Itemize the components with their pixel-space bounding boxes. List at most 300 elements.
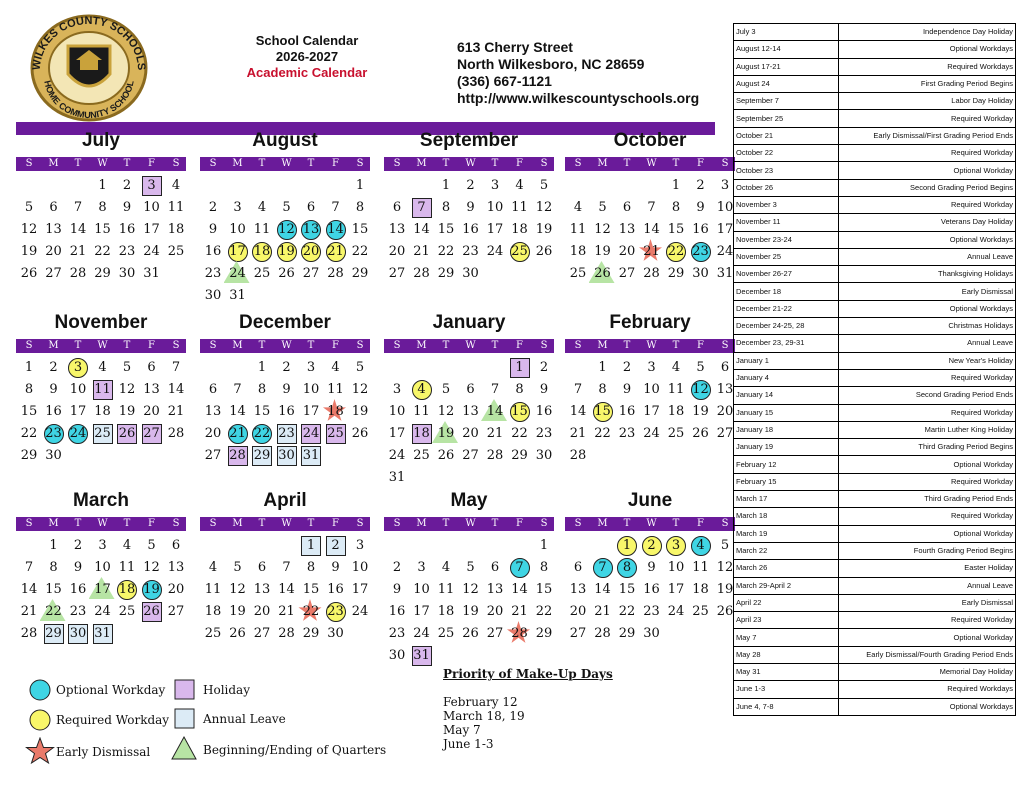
day-cell: 23 — [43, 424, 65, 444]
phone-number: (336) 667-1121 — [457, 73, 552, 89]
day-cell: 19 — [229, 604, 246, 619]
event-date: December 24-25, 28 — [734, 318, 839, 335]
day-cell: 25 — [667, 426, 685, 441]
day-cell: 30 — [643, 626, 660, 641]
address-line-2: North Wilkesboro, NC 28659 — [457, 56, 645, 72]
day-cell: 14 — [484, 402, 506, 422]
event-row — [734, 24, 1016, 41]
day-cell: 2 — [208, 200, 218, 215]
event-date: November 26-27 — [734, 266, 839, 283]
makeup-day: March 18, 19 — [443, 709, 525, 723]
event-date: June 4, 7-8 — [734, 698, 839, 715]
website-link[interactable]: http://www.wilkescountyschools.org — [457, 90, 700, 106]
weekday-letter: W — [281, 518, 292, 529]
day-cell: 12 — [276, 220, 298, 240]
day-cell: 28 — [643, 266, 660, 281]
day-cell: 2 — [539, 360, 549, 375]
day-cell: 18 — [667, 404, 685, 419]
day-cell: 4 — [515, 178, 524, 193]
day-cell: 26 — [592, 264, 614, 284]
day-cell: 3 — [67, 358, 89, 378]
day-cell: 29 — [351, 266, 369, 281]
day-cell: 22 — [43, 602, 65, 622]
event-name: Required Workday — [839, 369, 1016, 386]
day-cell: 16 — [278, 404, 295, 419]
day-cell: 16 — [618, 404, 636, 419]
day-cell: 10 — [69, 382, 87, 397]
event-name: Optional Workday — [839, 162, 1016, 179]
day-cell: 17 — [302, 404, 320, 419]
day-cell: 3 — [720, 178, 730, 193]
weekday-letter: S — [356, 340, 364, 351]
weekday-letter: M — [48, 340, 59, 351]
day-cell: 3 — [647, 360, 656, 375]
day-cell: 19 — [716, 582, 734, 597]
day-cell: 26 — [141, 602, 163, 622]
day-cell: 6 — [573, 560, 583, 575]
day-cell: 9 — [122, 200, 132, 215]
event-row — [734, 58, 1016, 75]
event-name: Easter Holiday — [839, 560, 1016, 577]
day-cell: 8 — [306, 560, 316, 575]
event-row — [734, 127, 1016, 144]
day-cell: 25 — [92, 424, 114, 444]
day-cell: 21 — [486, 426, 504, 441]
day-cell: 8 — [441, 200, 451, 215]
day-cell: 17 — [716, 222, 734, 237]
day-cell: 7 — [24, 560, 34, 575]
day-cell: 15 — [20, 404, 38, 419]
day-cell: 17 — [69, 404, 87, 419]
weekday-letter: T — [623, 518, 631, 529]
event-name: Required Workdays — [839, 681, 1016, 698]
day-cell: 14 — [325, 220, 347, 240]
day-cell: 3 — [392, 382, 402, 397]
day-cell: 20 — [569, 604, 587, 619]
weekday-letter: S — [172, 340, 180, 351]
day-cell: 19 — [118, 404, 136, 419]
day-cell: 23 — [276, 424, 298, 444]
day-cell: 6 — [392, 200, 402, 215]
event-name: New Year's Holiday — [839, 352, 1016, 369]
day-cell: 4 — [122, 538, 132, 553]
weekday-letter: M — [597, 340, 608, 351]
day-cell: 5 — [24, 200, 34, 215]
event-name: Required Workday — [839, 473, 1016, 490]
weekday-header — [565, 157, 735, 171]
month-name: September — [419, 130, 519, 151]
event-row — [734, 612, 1016, 629]
day-cell: 26 — [462, 626, 479, 641]
day-cell: 6 — [49, 200, 58, 215]
weekday-letter: T — [123, 340, 131, 351]
weekday-letter: S — [25, 340, 33, 351]
event-row — [734, 110, 1016, 127]
event-row — [734, 594, 1016, 611]
weekday-letter: S — [393, 340, 401, 351]
event-name: Optional Workdays — [839, 41, 1016, 58]
event-date: March 26 — [734, 560, 839, 577]
event-date: October 26 — [734, 179, 839, 196]
svg-text:WILKES COUNTY SCHOOLS: WILKES COUNTY SCHOOLS — [30, 14, 148, 71]
day-cell: 4 — [257, 200, 267, 215]
day-cell: 18 — [692, 582, 709, 597]
day-cell: 9 — [282, 382, 291, 397]
day-cell: 10 — [486, 200, 504, 215]
day-cell: 4 — [441, 560, 451, 575]
event-date: January 15 — [734, 404, 839, 421]
event-row — [734, 698, 1016, 715]
weekday-letter: T — [258, 158, 266, 169]
event-row — [734, 456, 1016, 473]
day-cell: 25 — [167, 244, 185, 259]
day-cell: 14 — [167, 382, 185, 397]
day-cell: 28 — [509, 624, 531, 644]
event-name: Required Workday — [839, 612, 1016, 629]
weekday-letter: F — [697, 340, 704, 351]
event-row — [734, 387, 1016, 404]
day-cell: 5 — [441, 382, 451, 397]
event-name: Optional Workdays — [839, 698, 1016, 715]
weekday-letter: M — [48, 518, 59, 529]
day-cell: 29 — [511, 448, 528, 463]
weekday-letter: T — [672, 158, 680, 169]
day-cell: 19 — [435, 424, 457, 444]
day-cell: 23 — [69, 604, 87, 619]
day-cell: 30 — [276, 446, 298, 466]
month-name: April — [263, 490, 307, 511]
day-cell: 4 — [573, 200, 583, 215]
event-row — [734, 439, 1016, 456]
day-cell: 23 — [204, 266, 222, 281]
day-cell: 11 — [92, 380, 114, 400]
weekday-letter: F — [516, 518, 523, 529]
day-cell: 4 — [671, 360, 681, 375]
day-cell: 7 — [592, 558, 614, 578]
day-cell: 6 — [208, 382, 218, 397]
day-cell: 7 — [331, 200, 340, 215]
day-cell: 1 — [616, 536, 638, 556]
day-cell: 24 — [300, 424, 322, 444]
day-cell: 22 — [251, 424, 273, 444]
day-cell: 4 — [98, 360, 107, 375]
weekday-letter: F — [332, 340, 339, 351]
day-cell: 12 — [690, 380, 712, 400]
event-date: March 29-April 2 — [734, 577, 839, 594]
legend-early: Early Dismissal — [56, 745, 151, 759]
day-cell: 15 — [437, 222, 455, 237]
month-name: June — [627, 490, 673, 511]
day-cell: 7 — [490, 382, 500, 397]
day-cell: 23 — [618, 426, 636, 441]
day-cell: 20 — [716, 404, 734, 419]
event-name: Labor Day Holiday — [839, 93, 1016, 110]
day-cell: 25 — [437, 626, 455, 641]
event-date: October 23 — [734, 162, 839, 179]
legend-required: Required Workday — [56, 713, 170, 727]
event-date: January 19 — [734, 439, 839, 456]
day-cell: 30 — [67, 624, 89, 644]
early-dismissal-star-icon — [25, 737, 55, 765]
day-cell: 13 — [253, 582, 271, 597]
makeup-title: Priority of Make-Up Days — [443, 667, 613, 681]
day-cell: 2 — [122, 178, 132, 193]
event-row — [734, 231, 1016, 248]
weekday-letter: F — [697, 158, 704, 169]
day-cell: 6 — [257, 560, 267, 575]
day-cell: 25 — [509, 242, 531, 262]
event-date: March 18 — [734, 508, 839, 525]
event-name: Required Workday — [839, 404, 1016, 421]
day-cell: 26 — [20, 266, 38, 281]
day-cell: 2 — [622, 360, 632, 375]
day-cell: 10 — [716, 200, 734, 215]
month-name: October — [613, 130, 687, 151]
day-cell: 23 — [462, 244, 479, 259]
day-cell: 19 — [20, 244, 38, 259]
event-date: April 22 — [734, 594, 839, 611]
weekday-letter: S — [540, 518, 548, 529]
day-cell: 2 — [466, 178, 475, 193]
event-name: Required Workday — [839, 508, 1016, 525]
day-cell: 27 — [141, 424, 163, 444]
event-name: Required Workday — [839, 145, 1016, 162]
event-row — [734, 421, 1016, 438]
day-cell: 14 — [229, 404, 246, 419]
day-cell: 3 — [355, 538, 365, 553]
day-cell: 11 — [167, 200, 185, 215]
day-cell: 29 — [667, 266, 685, 281]
weekday-letter: W — [646, 518, 657, 529]
day-cell: 17 — [413, 604, 430, 619]
day-cell: 10 — [643, 382, 660, 397]
day-cell: 17 — [227, 242, 249, 262]
day-cell: 9 — [696, 200, 705, 215]
weekday-letter: S — [393, 518, 401, 529]
day-cell: 5 — [539, 178, 549, 193]
day-cell: 29 — [437, 266, 455, 281]
day-cell: 20 — [462, 426, 479, 441]
annual-leave-icon — [173, 707, 197, 731]
day-cell: 31 — [92, 624, 114, 644]
day-cell: 22 — [20, 426, 38, 441]
day-cell: 24 — [643, 426, 660, 441]
event-row — [734, 629, 1016, 646]
day-cell: 2 — [641, 536, 663, 556]
day-cell: 24 — [486, 244, 504, 259]
event-date: December 18 — [734, 283, 839, 300]
weekday-letter: T — [307, 158, 315, 169]
event-date: April 23 — [734, 612, 839, 629]
title-line-3: Academic Calendar — [246, 65, 368, 80]
event-row — [734, 145, 1016, 162]
event-row — [734, 300, 1016, 317]
day-cell: 12 — [462, 582, 479, 597]
weekday-letter: S — [172, 518, 180, 529]
weekday-letter: S — [721, 340, 729, 351]
day-cell: 18 — [204, 604, 222, 619]
event-date: December 21-22 — [734, 300, 839, 317]
month-name: July — [81, 130, 121, 151]
day-cell: 11 — [253, 222, 271, 237]
weekday-header — [200, 517, 370, 531]
event-name: Early Dismissal — [839, 594, 1016, 611]
day-cell: 9 — [331, 560, 340, 575]
weekday-header — [16, 517, 186, 531]
day-cell: 7 — [282, 560, 291, 575]
day-cell: 15 — [94, 222, 111, 237]
day-cell: 27 — [716, 426, 734, 441]
event-row — [734, 283, 1016, 300]
day-cell: 1 — [257, 360, 267, 375]
weekday-letter: S — [25, 158, 33, 169]
weekday-letter: F — [332, 158, 339, 169]
day-cell: 27 — [462, 448, 479, 463]
day-cell: 17 — [92, 580, 114, 600]
day-cell: 5 — [282, 200, 291, 215]
event-date: October 22 — [734, 145, 839, 162]
event-row — [734, 248, 1016, 265]
day-cell: 28 — [594, 626, 611, 641]
event-row — [734, 542, 1016, 559]
weekday-header — [200, 339, 370, 353]
weekday-letter: T — [258, 340, 266, 351]
weekday-header — [565, 339, 735, 353]
day-cell: 26 — [229, 626, 246, 641]
weekday-letter: W — [646, 158, 657, 169]
day-cell: 19 — [351, 404, 369, 419]
day-cell: 25 — [118, 604, 136, 619]
day-cell: 13 — [388, 222, 406, 237]
event-row — [734, 214, 1016, 231]
weekday-letter: T — [672, 518, 680, 529]
day-cell: 1 — [355, 178, 365, 193]
event-row — [734, 266, 1016, 283]
day-cell: 5 — [122, 360, 132, 375]
weekday-letter: S — [574, 158, 582, 169]
weekday-header — [16, 339, 186, 353]
day-cell: 22 — [511, 426, 528, 441]
day-cell: 18 — [411, 424, 433, 444]
weekday-letter: F — [148, 340, 155, 351]
day-cell: 13 — [569, 582, 587, 597]
day-cell: 19 — [276, 242, 298, 262]
day-cell: 22 — [351, 244, 369, 259]
event-date: November 3 — [734, 196, 839, 213]
event-name: Christmas Holidays — [839, 318, 1016, 335]
weekday-letter: S — [356, 518, 364, 529]
weekday-letter: W — [281, 340, 292, 351]
day-cell: 6 — [720, 360, 730, 375]
day-cell: 8 — [355, 200, 365, 215]
weekday-letter: S — [393, 158, 401, 169]
day-cell: 1 — [24, 360, 34, 375]
day-cell: 6 — [171, 538, 181, 553]
holiday-icon — [173, 678, 197, 702]
day-cell: 9 — [466, 200, 475, 215]
title-line-1: School Calendar — [255, 33, 359, 48]
day-cell: 29 — [251, 446, 273, 466]
day-cell: 7 — [573, 382, 583, 397]
day-cell: 6 — [622, 200, 632, 215]
day-cell: 21 — [569, 426, 587, 441]
day-cell: 27 — [253, 626, 271, 641]
day-cell: 16 — [692, 222, 709, 237]
weekday-letter: S — [25, 518, 33, 529]
day-cell: 22 — [618, 604, 636, 619]
day-cell: 16 — [204, 244, 222, 259]
event-row — [734, 369, 1016, 386]
weekday-letter: T — [74, 340, 82, 351]
day-cell: 14 — [511, 582, 528, 597]
weekday-letter: M — [232, 158, 243, 169]
event-name: Thanksgiving Holidays — [839, 266, 1016, 283]
event-row — [734, 508, 1016, 525]
day-cell: 20 — [204, 426, 222, 441]
month-name: December — [239, 312, 331, 333]
day-cell: 18 — [511, 222, 528, 237]
day-cell: 2 — [49, 360, 58, 375]
day-cell: 9 — [647, 560, 656, 575]
event-row — [734, 75, 1016, 92]
day-cell: 9 — [392, 582, 402, 597]
day-cell: 29 — [43, 624, 65, 644]
day-cell: 6 — [466, 382, 475, 397]
day-cell: 10 — [351, 560, 369, 575]
event-row — [734, 196, 1016, 213]
day-cell: 12 — [535, 200, 553, 215]
event-date: November 23-24 — [734, 231, 839, 248]
event-date: March 19 — [734, 525, 839, 542]
quarters-triangle-icon — [170, 735, 198, 761]
day-cell: 30 — [327, 626, 344, 641]
day-cell: 24 — [667, 604, 685, 619]
weekday-letter: S — [540, 158, 548, 169]
event-name: Memorial Day Holiday — [839, 663, 1016, 680]
svg-text:HOME COMMUNITY SCHOOL: HOME COMMUNITY SCHOOL — [42, 79, 136, 121]
day-cell: 28 — [69, 266, 87, 281]
event-date: July 3 — [734, 24, 839, 41]
event-date: June 1-3 — [734, 681, 839, 698]
day-cell: 21 — [511, 604, 528, 619]
month-name: November — [54, 312, 148, 333]
day-cell: 31 — [300, 446, 322, 466]
event-date: January 18 — [734, 421, 839, 438]
day-cell: 11 — [511, 200, 528, 215]
day-cell: 8 — [24, 382, 34, 397]
event-name: First Grading Period Begins — [839, 75, 1016, 92]
event-name: Annual Leave — [839, 577, 1016, 594]
day-cell: 21 — [167, 404, 185, 419]
event-name: Early Dismissal — [839, 283, 1016, 300]
day-cell: 16 — [69, 582, 87, 597]
day-cell: 28 — [167, 426, 185, 441]
day-cell: 10 — [667, 560, 685, 575]
day-cell: 24 — [388, 448, 406, 463]
day-cell: 21 — [641, 242, 663, 262]
day-cell: 20 — [253, 604, 271, 619]
day-cell: 18 — [116, 580, 138, 600]
weekday-letter: S — [356, 158, 364, 169]
day-cell: 18 — [325, 402, 347, 422]
optional-workday-icon — [28, 678, 52, 702]
event-row — [734, 473, 1016, 490]
event-row — [734, 663, 1016, 680]
day-cell: 27 — [388, 266, 406, 281]
event-name: Optional Workdays — [839, 300, 1016, 317]
weekday-letter: W — [465, 158, 476, 169]
day-cell: 16 — [388, 604, 406, 619]
